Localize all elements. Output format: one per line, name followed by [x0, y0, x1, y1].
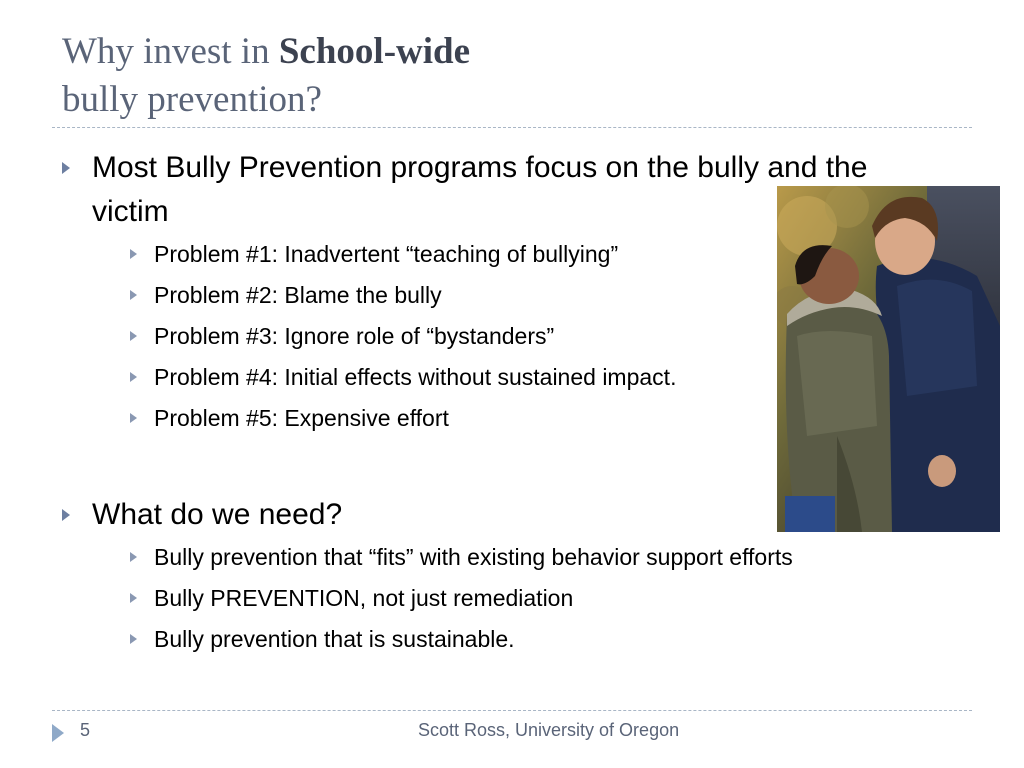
title-bold: School-wide	[278, 31, 471, 72]
slide-title	[62, 28, 762, 124]
bullet-arrow-icon	[130, 413, 137, 423]
bullet-level2	[60, 619, 960, 660]
bullet-level2	[60, 537, 960, 578]
footer-arrow-icon	[52, 724, 64, 742]
page-number: 5	[80, 720, 91, 740]
bullet-text: Bully prevention that is sustainable.	[154, 626, 515, 652]
bullet-arrow-icon	[130, 634, 137, 644]
bullet-arrow-icon	[130, 290, 137, 300]
bullet-text: Problem #3: Ignore role of “bystanders”	[154, 323, 555, 349]
title-divider	[52, 127, 972, 128]
bullet-text: Most Bully Prevention programs focus on the bully and the victim	[92, 151, 868, 228]
bullet-arrow-icon	[130, 372, 137, 382]
bullet-arrow-icon	[130, 593, 137, 603]
bullet-text: Bully prevention that “fits” with existing behavior support efforts	[154, 544, 793, 570]
bullet-level2	[60, 578, 960, 619]
bullet-text: Problem #2: Blame the bully	[154, 282, 442, 308]
title-prefix: Why invest in	[62, 31, 279, 72]
bullet-arrow-icon	[62, 162, 70, 174]
bullet-text: Problem #1: Inadvertent “teaching of bullying”	[154, 241, 619, 267]
bullet-arrow-icon	[130, 552, 137, 562]
title-line2: bully prevention?	[62, 79, 322, 120]
bullet-arrow-icon	[130, 331, 137, 341]
bullet-text: Bully PREVENTION, not just remediation	[154, 585, 574, 611]
bullet-arrow-icon	[62, 509, 70, 521]
footer-credit: Scott Ross, University of Oregon	[418, 720, 680, 740]
bullet-arrow-icon	[130, 249, 137, 259]
photo-two-boys	[777, 186, 1000, 532]
bullet-text: Problem #5: Expensive effort	[154, 405, 449, 431]
bullet-text: What do we need?	[92, 498, 343, 531]
footer-divider	[52, 710, 972, 711]
bullet-text: Problem #4: Initial effects without sustained impact.	[154, 364, 677, 390]
